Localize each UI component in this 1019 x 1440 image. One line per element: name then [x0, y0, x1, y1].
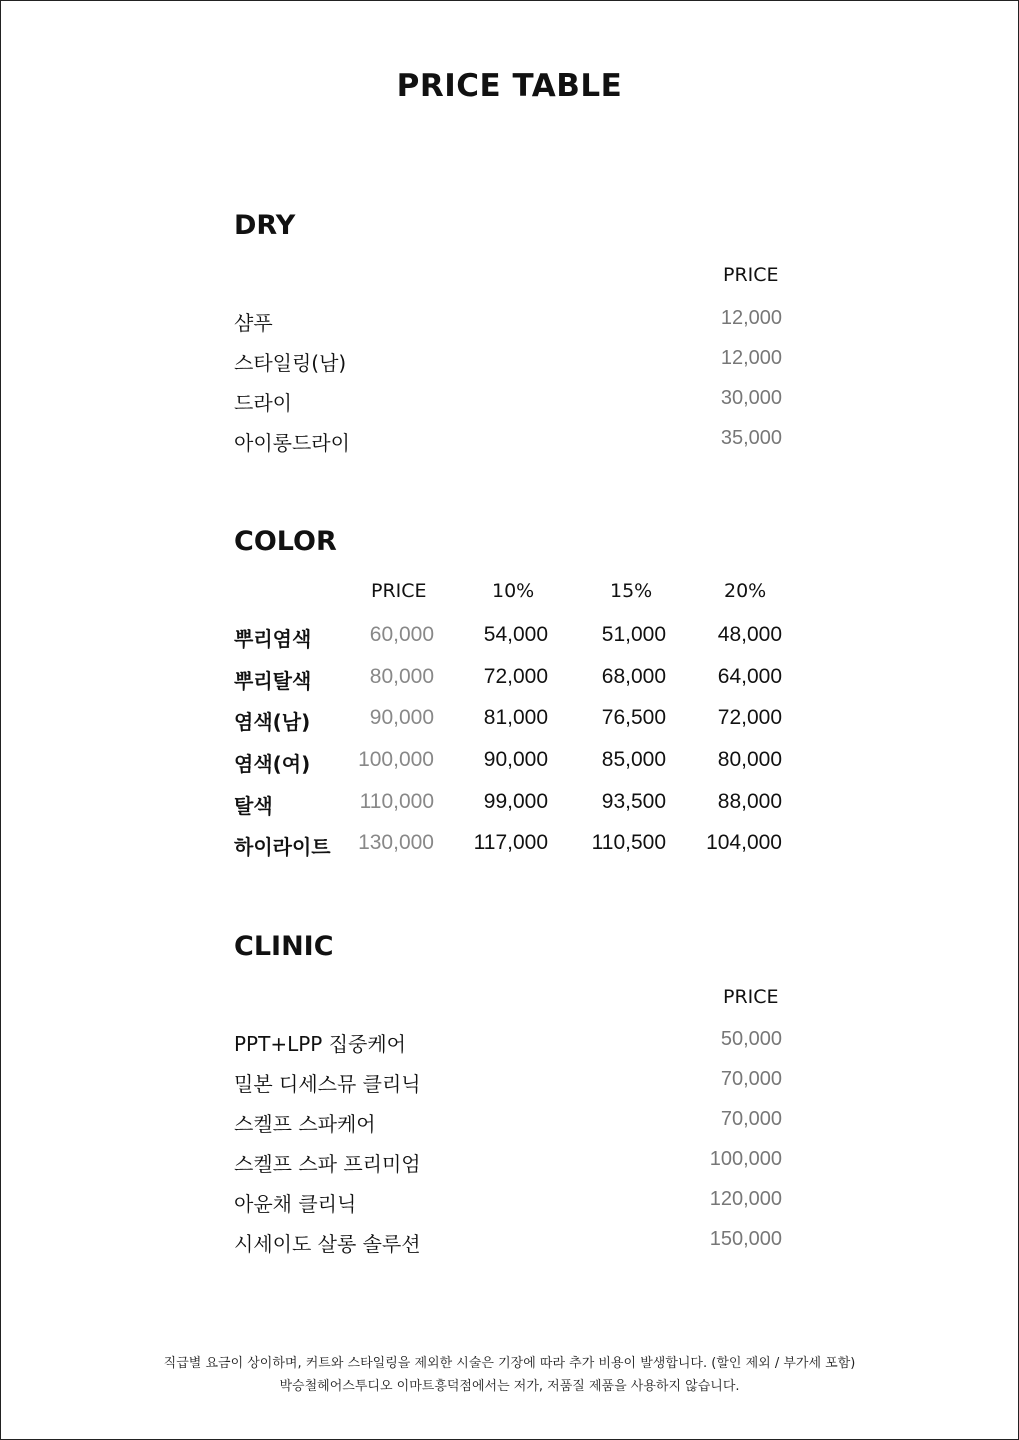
item-name: PPT+LPP 집중케어 [234, 1032, 406, 1056]
cell-15: 93,500 [601, 790, 666, 813]
section-title-color: COLOR [234, 526, 337, 557]
cell-price: 90,000 [369, 706, 434, 729]
cell-15: 68,000 [601, 665, 666, 688]
footer-note-2: 박승철헤어스투디오 이마트흥덕점에서는 저가, 저품질 제품을 사용하지 않습니다. [279, 1379, 740, 1394]
list-item [234, 1188, 782, 1218]
section-title-clinic: CLINIC [234, 931, 334, 962]
cell-20: 48,000 [717, 623, 782, 646]
item-price: 100,000 [709, 1148, 782, 1170]
cell-10: 99,000 [483, 790, 548, 813]
list-item [234, 1108, 782, 1138]
item-name: 밀본 디세스뮤 클리닉 [234, 1072, 421, 1096]
page-title: PRICE TABLE [396, 68, 623, 104]
cell-20: 88,000 [717, 790, 782, 813]
row-label: 하이라이트 [234, 835, 331, 859]
item-name: 드라이 [234, 391, 292, 415]
item-price: 12,000 [720, 347, 782, 369]
cell-20: 80,000 [717, 748, 782, 771]
color-header-15: 15% [610, 580, 653, 602]
table-row [234, 665, 782, 695]
cell-20: 104,000 [706, 831, 782, 854]
cell-20: 64,000 [717, 665, 782, 688]
cell-10: 72,000 [483, 665, 548, 688]
cell-price: 110,000 [359, 790, 434, 813]
table-row [234, 623, 782, 653]
cell-price: 60,000 [369, 623, 434, 646]
color-header-20: 20% [724, 580, 767, 602]
color-header-10: 10% [492, 580, 535, 602]
table-row [234, 706, 782, 736]
item-price: 50,000 [720, 1028, 782, 1050]
table-row [234, 831, 782, 861]
item-price: 35,000 [720, 427, 782, 449]
item-name: 스켈프 스파 프리미엄 [234, 1152, 421, 1176]
row-label: 뿌리탈색 [234, 669, 312, 693]
color-header-price: PRICE [371, 580, 427, 602]
list-item [234, 387, 782, 417]
list-item [234, 1228, 782, 1258]
cell-15: 76,500 [601, 706, 666, 729]
item-name: 아이롱드라이 [234, 431, 350, 455]
item-name: 시세이도 살롱 솔루션 [234, 1232, 421, 1256]
list-item [234, 427, 782, 457]
cell-price: 130,000 [358, 831, 434, 854]
item-price: 30,000 [720, 387, 782, 409]
item-price: 12,000 [720, 307, 782, 329]
footer-note-1: 직급별 요금이 상이하며, 커트와 스타일링을 제외한 시술은 기장에 따라 추가 비용이 발생합니다. (할인 제외 / 부가세 포함) [163, 1356, 856, 1371]
section-title-dry: DRY [234, 210, 296, 241]
row-label: 탈색 [234, 794, 273, 818]
list-item [234, 1028, 782, 1058]
row-label: 뿌리염색 [234, 627, 312, 651]
cell-10: 54,000 [483, 623, 548, 646]
cell-10: 117,000 [473, 831, 548, 854]
item-name: 아윤채 클리닉 [234, 1192, 357, 1216]
clinic-price-header: PRICE [723, 986, 779, 1008]
cell-10: 90,000 [483, 748, 548, 771]
item-price: 120,000 [709, 1188, 782, 1210]
item-price: 70,000 [720, 1108, 782, 1130]
cell-10: 81,000 [483, 706, 548, 729]
dry-price-header: PRICE [723, 264, 779, 286]
cell-15: 51,000 [601, 623, 666, 646]
table-row [234, 790, 782, 820]
list-item [234, 307, 782, 337]
table-row [234, 748, 782, 778]
list-item [234, 347, 782, 377]
cell-15: 85,000 [601, 748, 666, 771]
cell-15: 110,500 [591, 831, 666, 854]
item-price: 70,000 [720, 1068, 782, 1090]
list-item [234, 1148, 782, 1178]
item-price: 150,000 [709, 1228, 782, 1250]
list-item [234, 1068, 782, 1098]
item-name: 샴푸 [234, 311, 273, 335]
cell-price: 80,000 [369, 665, 434, 688]
item-name: 스켈프 스파케어 [234, 1112, 376, 1136]
cell-20: 72,000 [717, 706, 782, 729]
row-label: 염색(남) [234, 710, 311, 734]
row-label: 염색(여) [234, 752, 311, 776]
cell-price: 100,000 [358, 748, 434, 771]
item-name: 스타일링(남) [234, 351, 347, 375]
